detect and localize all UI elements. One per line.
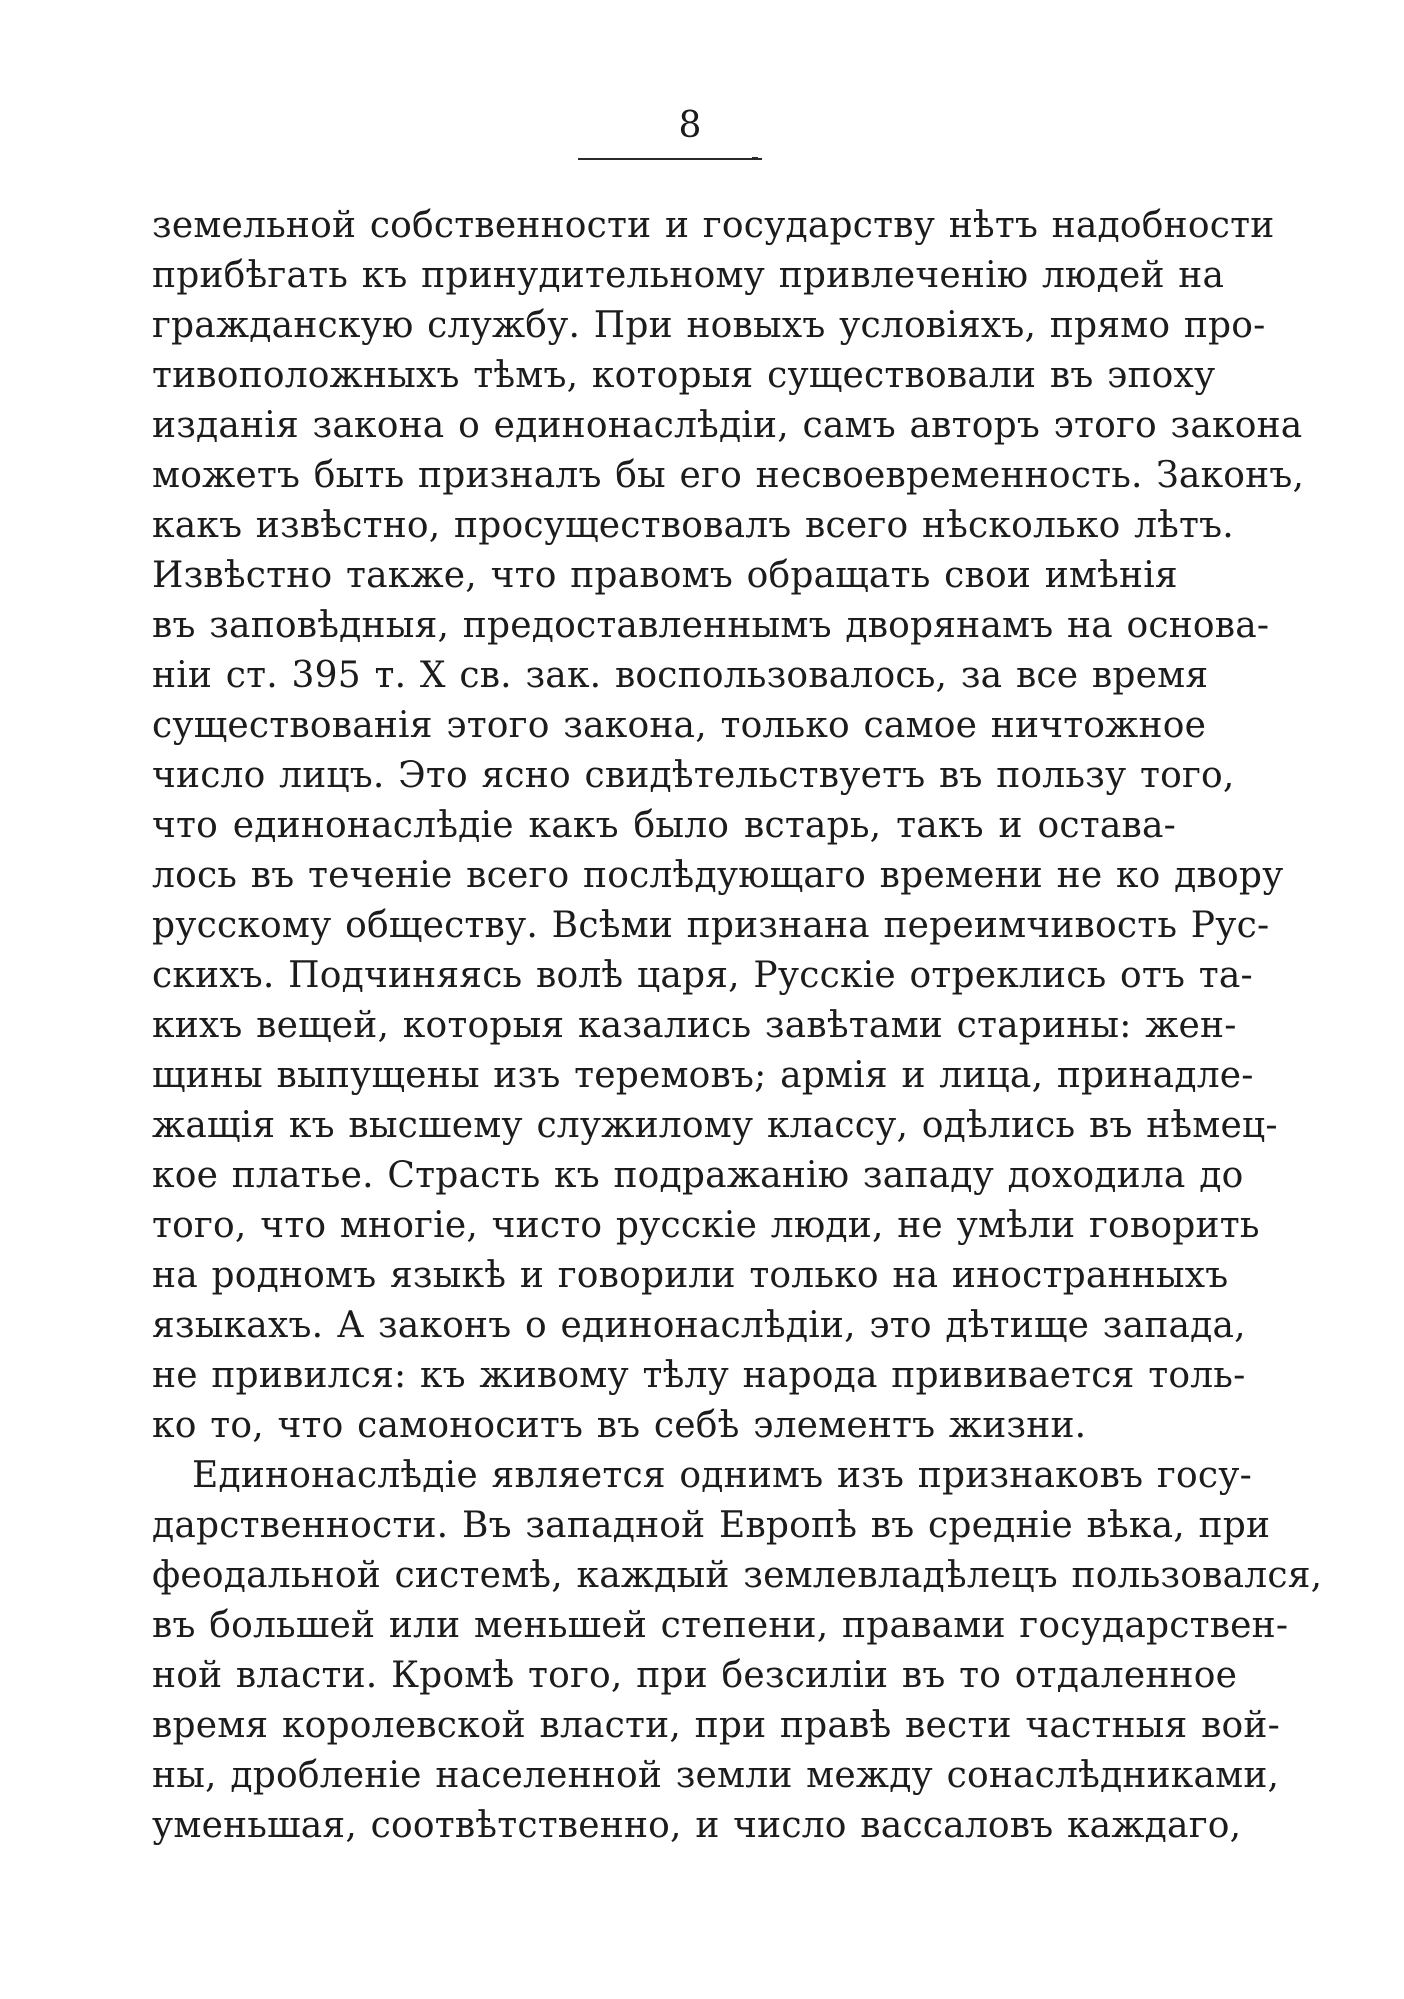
text-line-paragraph-end: ко то, что самоноситъ въ себѣ элементъ жизни.	[152, 1405, 1087, 1446]
text-line: скихъ. Подчиняясь волѣ царя, Русскіе отреклись отъ та-	[152, 955, 1253, 996]
text-line: земельной собственности и государству нѣтъ надобности	[152, 205, 1275, 246]
text-line: ніи ст. 395 т. X св. зак. воспользовалось, за все время	[152, 655, 1209, 696]
text-line: кое платье. Страсть къ подражанію западу доходила до	[152, 1155, 1244, 1196]
header-rule	[578, 158, 762, 160]
text-line: щины выпущены изъ теремовъ; армія и лица, принадле-	[152, 1055, 1254, 1096]
text-line: существованія этого закона, только самое ничтожное	[152, 705, 1207, 746]
text-line: ной власти. Кромѣ того, при безсиліи въ то отдаленное	[152, 1655, 1238, 1696]
body-text	[152, 201, 1323, 1851]
text-line: въ заповѣдныя, предоставленнымъ дворянамъ на основа-	[152, 605, 1270, 646]
text-line: русскому обществу. Всѣми признана переимчивость Рус-	[152, 905, 1270, 946]
text-line: лось въ теченіе всего послѣдующаго времени не ко двору	[152, 855, 1284, 896]
text-line: ны, дробленіе населенной земли между сонаслѣдниками,	[152, 1755, 1280, 1796]
text-line: жащія къ высшему служилому классу, одѣлись въ нѣмец-	[152, 1105, 1278, 1146]
text-line: можетъ быть призналъ бы его несвоевременность. Законъ,	[152, 455, 1305, 496]
text-line: въ большей или меньшей степени, правами государствен-	[152, 1605, 1289, 1646]
text-line: феодальной системѣ, каждый землевладѣлецъ пользовался,	[152, 1555, 1323, 1596]
page-number: 8	[678, 105, 702, 146]
text-line: изданія закона о единонаслѣдіи, самъ авторъ этого закона	[152, 405, 1303, 446]
text-line: прибѣгать къ принудительному привлеченію людей на	[152, 255, 1225, 296]
text-line: того, что многіе, чисто русскіе люди, не умѣли говорить	[152, 1205, 1260, 1246]
text-line: Извѣстно также, что правомъ обращать свои имѣнія	[152, 555, 1178, 596]
text-line: какъ извѣстно, просуществовалъ всего нѣсколько лѣтъ.	[152, 505, 1234, 546]
text-line: что единонаслѣдіе какъ было встарь, такъ и остава-	[152, 805, 1176, 846]
text-line: время королевской власти, при правѣ вести частныя вой-	[152, 1705, 1280, 1746]
text-line-paragraph-start: Единонаслѣдіе является однимъ изъ признаковъ госу-	[192, 1455, 1252, 1496]
text-line: на родномъ языкѣ и говорили только на иностранныхъ	[152, 1255, 1229, 1296]
text-line: тивоположныхъ тѣмъ, которыя существовали въ эпоху	[152, 355, 1216, 396]
text-line: уменьшая, соотвѣтственно, и число вассаловъ каждаго,	[152, 1805, 1242, 1846]
text-line: дарственности. Въ западной Европѣ въ средніе вѣка, при	[152, 1505, 1271, 1546]
text-line: гражданскую службу. При новыхъ условіяхъ, прямо про-	[152, 305, 1266, 346]
text-line: кихъ вещей, которыя казались завѣтами старины: жен-	[152, 1005, 1237, 1046]
text-line: число лицъ. Это ясно свидѣтельствуетъ въ пользу того,	[152, 755, 1235, 796]
text-line: языкахъ. А законъ о единонаслѣдіи, это дѣтище запада,	[152, 1305, 1246, 1346]
header-rule-tail	[752, 157, 758, 160]
text-line: не привился: къ живому тѣлу народа прививается толь-	[152, 1355, 1246, 1396]
